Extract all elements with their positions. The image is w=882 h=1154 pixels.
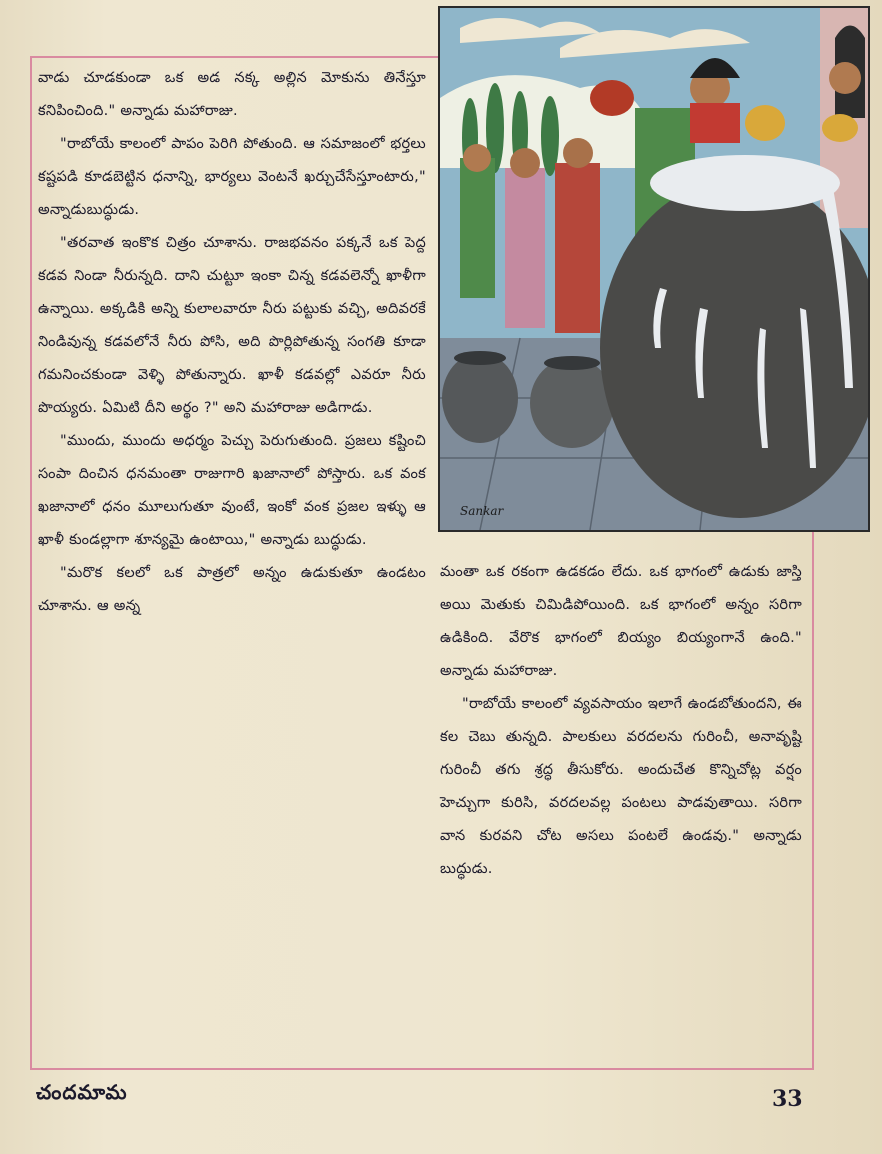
paragraph: మంతా ఒక రకంగా ఉడకడం లేదు. ఒక భాగంలో ఉడుకు జాస్తి అయి మెతుకు చిమిడిపోయింది. ఒక భాగంలో అన్నం సరిగా ఉడికింది. వేరొక భాగంలో బియ్యం బియ్యంగానే ఉంది." అన్నాడు మహారాజు. [440,564,802,679]
paragraph: "తరవాత ఇంకొక చిత్రం చూశాను. రాజభవనం పక్కనే ఒక పెద్ద కడవ నిండా నీరున్నది. దాని చుట్టూ ఇంకా చిన్న కడవలెన్నో ఖాళీగా ఉన్నాయి. అక్కడికి అన్ని కులాలవారూ నీరు పట్టుకు వచ్చి, అదివరకే నిండివున్న కడవలోనే నీరు పోసి, అది పొర్లిపోతున్న సంగతి కూడా గమనించకుండా వెళ్ళి పోతున్నారు. ఖాళీ కడవల్లో ఎవరూ నీరు పొయ్యరు. ఏమిటి దీని అర్థం ?" అని మహారాజు అడిగాడు. [38,235,426,416]
text-column-right [440,556,802,886]
text-column-left [38,62,426,623]
story-illustration [438,6,870,532]
paragraph: "రాబోయే కాలంలో పాపం పెరిగి పోతుంది. ఆ సమాజంలో భర్తలు కష్టపడి కూడబెట్టిన ధనాన్ని, భార్యలు వెంటనే ఖర్చుచేసేస్తూంటారు," అన్నాడుబుద్ధుడు. [38,136,426,218]
paragraph: "రాబోయే కాలంలో వ్యవసాయం ఇలాగే ఉండబోతుందని, ఈ కల చెబు తున్నది. పాలకులు వరదలను గురించీ, అనావృష్టి గురించీ తగు శ్రద్ధ తీసుకోరు. అందుచేత కొన్నిచోట్ల వర్షం హెచ్చుగా కురిసి, వరదలవల్ల పంటలు పాడవుతాయి. సరిగా వాన కురవని చోట అసలు పంటలే ఉండవు." అన్నాడు బుద్ధుడు. [440,696,802,877]
artist-signature: Sankar [460,504,504,518]
paragraph: "ముందు, ముందు అధర్మం పెచ్చు పెరుగుతుంది. ప్రజలు కష్టించి సంపా దించిన ధనమంతా రాజుగారి ఖజానాలో పోస్తారు. ఒక వంక ఖజానాలో ధనం మూలుగుతూ వుంటే, ఇంకో వంక ప్రజల ఇళ్ళు ఆ ఖాళీ కుండల్లాగా శూన్యమై ఉంటాయి," అన్నాడు బుద్ధుడు. [38,433,426,548]
paragraph: "మరొక కలలో ఒక పాత్రలో అన్నం ఉడుకుతూ ఉండటం చూశాను. ఆ అన్న [38,565,426,614]
illustration-drawing [440,8,868,530]
page-number: 33 [772,1086,803,1112]
magazine-title: చందమామ [36,1080,128,1104]
paragraph: వాడు చూడకుండా ఒక అడ నక్క అల్లిన మోకును తినేస్తూ కనిపించింది." అన్నాడు మహారాజు. [38,70,426,119]
